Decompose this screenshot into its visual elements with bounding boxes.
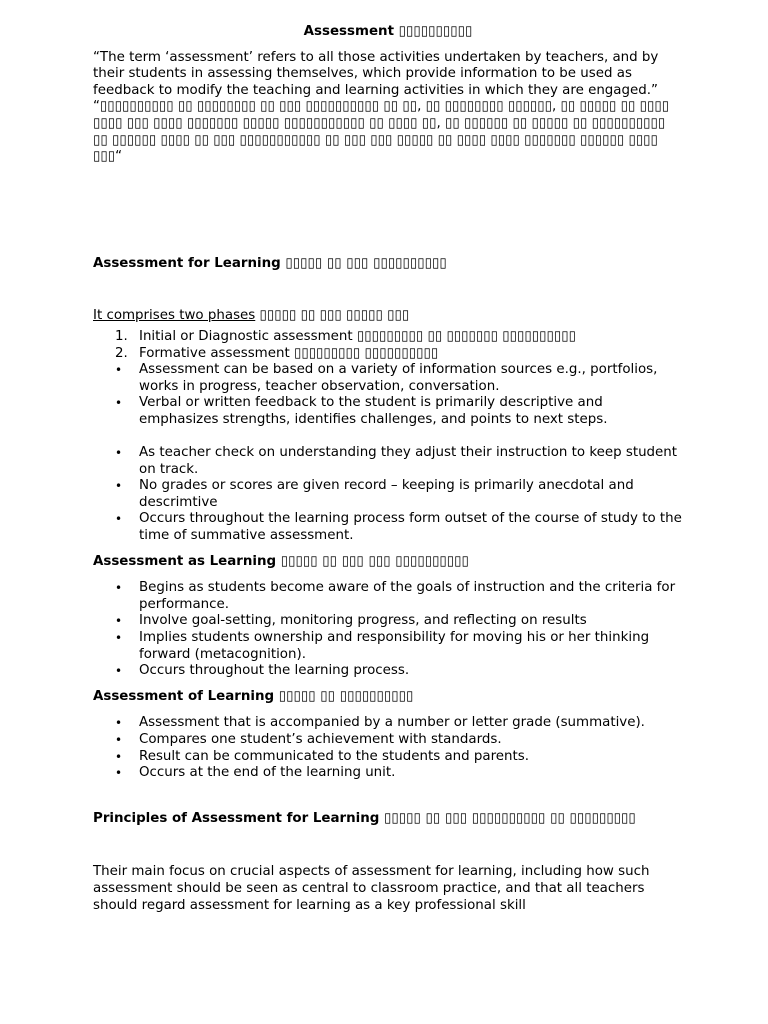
list-item-text: Verbal or written feedback to the student is primarily descriptive and emphasizes strengths, identifies challenges, and points to next steps. [139,395,608,427]
heading-assessment-for-learning: Assessment for Learning ▯▯▯▯▯ ▯▯ ▯▯▯ ▯▯▯▯▯▯▯▯▯▯ [93,255,447,271]
list-item-text: Assessment that is accompanied by a number or letter grade (summative). [139,715,645,731]
bullet-icon: • [115,749,123,764]
list-number: 1. [115,328,128,344]
list-item [93,663,683,680]
bullet-icon: • [115,581,123,596]
for-learning-bullets-a [93,362,683,428]
list-item [93,395,683,428]
bullet-icon: • [115,446,123,461]
bullet-icon: • [115,631,123,646]
phases-numbered-list [93,329,683,362]
intro-paragraph: “The term ‘assessment’ refers to all those activities undertaken by teachers, and by their students in assessing themselves, which provide information to be used as feedback to modify the teaching and learning activities in which they are engaged.” “▯▯▯▯▯▯▯▯▯▯ ▯▯ ▯▯▯▯▯▯▯▯ ▯▯ ▯▯▯ ▯▯▯▯▯▯▯▯▯▯ ▯▯ ▯▯, ▯▯ ▯▯▯▯▯▯▯▯ ▯▯▯▯▯▯, ▯▯ ▯▯▯▯▯ ▯▯ ▯▯▯▯ ▯▯▯▯ ▯▯▯ ▯▯▯▯ ▯▯▯▯▯▯▯ ▯▯▯▯▯ ▯▯▯▯▯▯▯▯▯▯▯ ▯▯ ▯▯▯▯ ▯▯, ▯▯ ▯▯▯▯▯▯ ▯▯ ▯▯▯▯▯ ▯▯ ▯▯▯▯▯▯▯▯▯▯ ▯▯ ▯▯▯▯▯▯ ▯▯▯▯ ▯▯ ▯▯▯ ▯▯▯▯▯▯▯▯▯▯▯ ▯▯ ▯▯▯ ▯▯▯ ▯▯▯▯▯ ▯▯ ▯▯▯▯ ▯▯▯▯ ▯▯▯▯▯▯▯ ▯▯▯▯▯▯ ▯▯▯▯ ▯▯▯“ [93,49,670,165]
bullet-icon: • [115,664,123,679]
list-item [93,478,683,511]
bullet-icon: • [115,766,123,781]
list-item [93,765,683,782]
heading-assessment-of-learning: Assessment of Learning ▯▯▯▯▯ ▯▯ ▯▯▯▯▯▯▯▯▯▯ [93,688,414,704]
heading-principles: Principles of Assessment for Learning ▯▯▯▯▯ ▯▯ ▯▯▯ ▯▯▯▯▯▯▯▯▯▯ ▯▯ ▯▯▯▯▯▯▯▯▯ [93,810,636,826]
bullet-icon: • [115,716,123,731]
principles-paragraph: Their main focus on crucial aspects of assessment for learning, including how such assessment should be seen as central to classroom practice, and that all teachers should regard assessment for learning as a key professional skill [93,864,650,913]
list-item [93,511,683,544]
list-item-text: Implies students ownership and responsibility for moving his or her thinking forward (metacognition). [139,630,650,662]
list-item [93,346,683,363]
bullet-icon: • [115,512,123,527]
list-item-text: Begins as students become aware of the goals of instruction and the criteria for performance. [139,580,676,612]
of-learning-bullets [93,715,683,781]
list-item-text: Assessment can be based on a variety of information sources e.g., portfolios, works in progress, teacher observation, conversation. [139,362,658,394]
list-item-text: Compares one student’s achievement with standards. [139,732,502,747]
list-item [93,329,683,346]
document-title: Assessment ▯▯▯▯▯▯▯▯▯▯ [303,24,473,39]
bullet-icon: • [115,479,123,494]
list-item-text: Occurs throughout the learning process form outset of the course of study to the time of summative assessment. [139,511,682,544]
list-item [93,580,683,613]
list-item-text: As teacher check on understanding they adjust their instruction to keep student on track. [139,445,678,477]
document-page [93,24,683,914]
list-item [93,630,683,663]
phases-label-hindi: ▯▯▯▯▯ ▯▯ ▯▯▯ ▯▯▯▯▯ ▯▯▯ [255,308,410,324]
heading-assessment-as-learning: Assessment as Learning ▯▯▯▯▯ ▯▯ ▯▯▯ ▯▯▯ ▯▯▯▯▯▯▯▯▯▯ [93,553,469,569]
list-item [93,749,683,766]
for-learning-bullets-b [93,445,683,545]
list-item-text: Initial or Diagnostic assessment ▯▯▯▯▯▯▯▯▯ ▯▯ ▯▯▯▯▯▯▯ ▯▯▯▯▯▯▯▯▯▯ [139,328,576,344]
bullet-icon: • [115,733,123,747]
list-number: 2. [115,345,128,361]
list-item-text: Occurs at the end of the learning unit. [139,765,396,781]
list-item [93,362,683,395]
list-item [93,732,683,749]
list-item-text: Result can be communicated to the students and parents. [139,748,530,764]
list-item [93,613,683,630]
bullet-icon: • [115,614,123,629]
list-item-text: No grades or scores are given record – keeping is primarily anecdotal and descrimtive [139,478,634,510]
phases-label: It comprises two phases [93,308,256,324]
list-item [93,445,683,478]
bullet-icon: • [115,363,123,378]
bullet-icon: • [115,396,123,411]
as-learning-bullets [93,580,683,680]
list-item-text: Formative assessment ▯▯▯▯▯▯▯▯▯ ▯▯▯▯▯▯▯▯▯▯ [139,345,439,361]
list-item-text: Involve goal-setting, monitoring progress, and reflecting on results [139,613,587,629]
phases-line [93,308,683,325]
list-item [93,715,683,732]
list-item-text: Occurs throughout the learning process. [139,663,410,679]
